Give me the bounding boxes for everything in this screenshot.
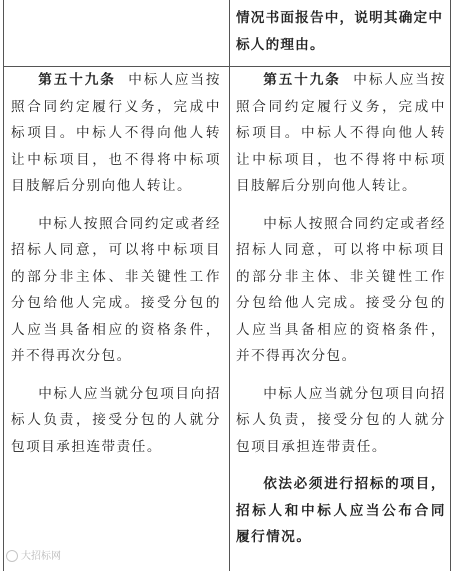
right-article-number: 第五十九条 bbox=[263, 72, 341, 88]
right-paragraph-1-text: 中标人应当按照合同约定履行义务，完成中标项目。中标人不得向他人转让中标项目，也不得将中标项目肢解后分别向他人转让。 bbox=[236, 72, 446, 194]
left-paragraph-3: 中标人应当就分包项目向招标人负责，接受分包的人就分包项目承担连带责任。 bbox=[11, 385, 221, 455]
top-right-line-1: 情况书面报告中，说明其确定中 bbox=[236, 10, 444, 26]
left-paragraph-1 bbox=[11, 67, 221, 200]
top-right-cell bbox=[236, 5, 446, 59]
right-paragraph-1 bbox=[236, 67, 446, 200]
right-column-cell bbox=[236, 67, 446, 562]
top-right-line-2: 标人的理由。 bbox=[236, 37, 325, 53]
left-paragraph-2: 中标人按照合同约定或者经招标人同意，可以将中标项目的部分非主体、非关键性工作分包给他人完成。接受分包的人应当具备相应的资格条件，并不得再次分包。 bbox=[11, 215, 221, 364]
watermark-logo-icon bbox=[6, 550, 18, 562]
left-article-number: 第五十九条 bbox=[38, 72, 116, 88]
right-paragraph-4-added: 依法必须进行招标的项目，招标人和中标人应当公布合同履行情况。 bbox=[236, 476, 446, 545]
watermark bbox=[6, 547, 61, 562]
column-divider bbox=[229, 0, 230, 571]
left-column-cell bbox=[11, 67, 221, 471]
watermark-text: 大招标网 bbox=[21, 551, 61, 562]
right-paragraph-2: 中标人按照合同约定或者经招标人同意，可以将中标项目的部分非主体、非关键性工作分包给他人完成。接受分包的人应当具备相应的资格条件，并不得再次分包。 bbox=[236, 215, 446, 364]
right-paragraph-3: 中标人应当就分包项目向招标人负责，接受分包的人就分包项目承担连带责任。 bbox=[236, 385, 446, 455]
left-paragraph-1-text: 中标人应当按照合同约定履行义务，完成中标项目。中标人不得向他人转让中标项目，也不得将中标项目肢解后分别向他人转让。 bbox=[11, 72, 221, 194]
